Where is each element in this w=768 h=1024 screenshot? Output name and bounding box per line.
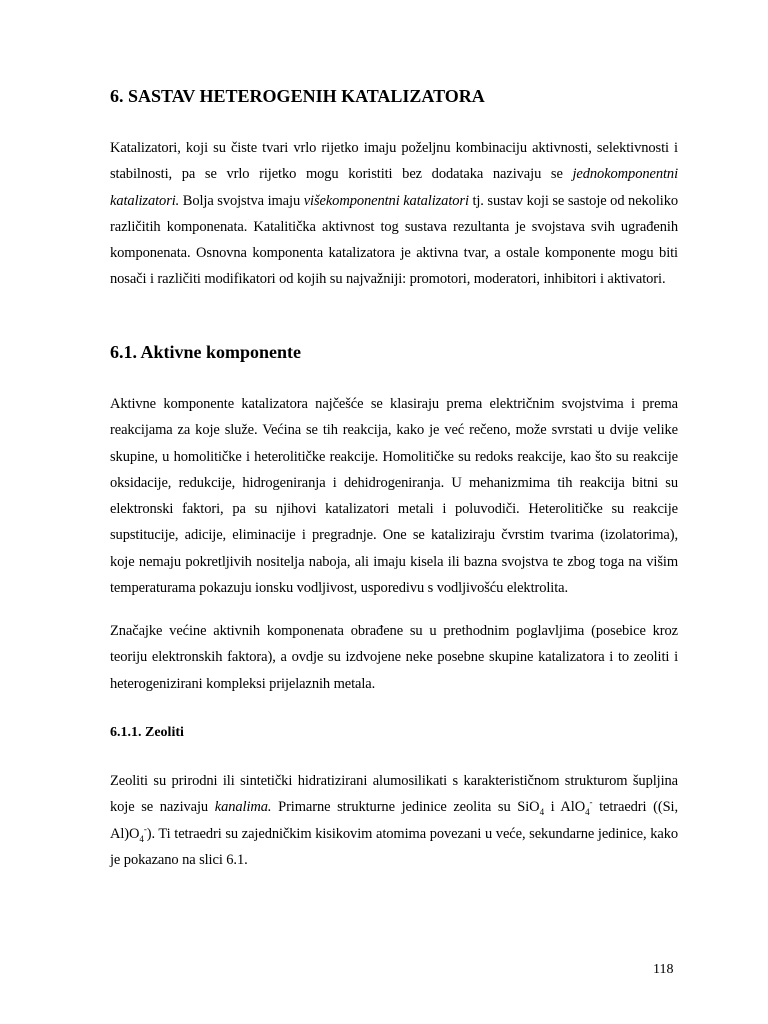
aktivne-paragraph-2: Značajke većine aktivnih komponenata obrađene su u prethodnim poglavljima (posebice kroz teoriju elektronskih faktora), a ovdje su izdvojene neke posebne skupine katalizatora i to zeoliti i heterogenizirani kompleksi prijelaznih metala. <box>110 623 678 692</box>
aktivne-paragraph-1: Aktivne komponente katalizatora najčešće se klasiraju prema električnim svojstvima i prema reakcijama za koje služe. Većina se tih reakcija, kako je već rečeno, može svrstati u dvije velike skupine, u homolitičke i heterolitičke reakcije. Homolitičke su redoks reakcije, kao što su reakcije oksidacije, redukcije, hidrogeniranja i dehidrogeniranja. U mehanizmima tih reakcija bitni su elektronski faktori, pa su njihovi katalizatori metali i poluvodiči. Heterolitičke su reakcije supstitucije, adicije, eliminacije i pregradnje. One se kataliziraju čvrstim tvarima (izolatorima), koje nemaju pokretljivih nositelja naboja, ali imaju kisela ili bazna svojstva te zbog toga na višim temperaturama pokazuju ionsku vodljivost, usporedivu s vodljivošću elektrolita. <box>110 396 678 597</box>
zeoliti-text-4: tetraedri ((Si, Al)O <box>110 799 679 842</box>
zeoliti-paragraph <box>110 768 678 873</box>
intro-italic-1: jednokomponentni katalizatori. <box>110 166 678 209</box>
alo4-subscript: 4 <box>585 807 590 818</box>
alo4-superscript: - <box>589 797 593 808</box>
sialo4-superscript: - <box>143 823 147 834</box>
intro-text-1: Katalizatori, koji su čiste tvari vrlo rijetko imaju poželjnu kombinaciju aktivnosti, selektivnosti i stabilnosti, pa se vrlo rijetko mogu koristiti bez dodataka nazivaju se <box>110 140 678 183</box>
chapter-title: 6. SASTAV HETEROGENIH KATALIZATORA <box>110 86 485 106</box>
zeoliti-text-5: ). Ti tetraedri su zajedničkim kisikovim atomima povezani u veće, sekundarne jedinice, kako je pokazano na slici 6.1. <box>110 825 678 868</box>
zeoliti-italic-1: kanalima. <box>214 799 272 816</box>
subsection-title: 6.1.1. Zeoliti <box>110 725 184 740</box>
intro-paragraph <box>110 135 678 293</box>
document-page <box>110 0 678 1024</box>
intro-italic-2: višekomponentni katalizatori <box>303 192 469 209</box>
intro-text-3: tj. sustav koji se sastoje od nekoliko različitih komponenata. Katalitička aktivnost tog sustava rezultanta je svojstava svih ugrađenih komponenata. Osnovna komponenta katalizatora je aktivna tvar, a ostale komponente mogu biti nosači i različiti modifikatori od kojih su najvažniji: promotori, moderatori, inhibitori i aktivatori. <box>110 192 678 288</box>
zeoliti-text-2: Primarne strukturne jedinice zeolita su SiO <box>271 799 540 816</box>
page-number: 118 <box>653 962 674 977</box>
zeoliti-text-3: i AlO <box>543 799 586 816</box>
zeoliti-text-1: Zeoliti su prirodni ili sintetički hidratizirani alumosilikati s karakterističnom strukturom šupljina koje se nazivaju <box>110 773 678 816</box>
section-title: 6.1. Aktivne komponente <box>110 342 302 362</box>
sialo4-subscript: 4 <box>139 833 144 844</box>
intro-text-2: Bolja svojstva imaju <box>179 192 304 209</box>
sio4-subscript: 4 <box>539 807 544 818</box>
